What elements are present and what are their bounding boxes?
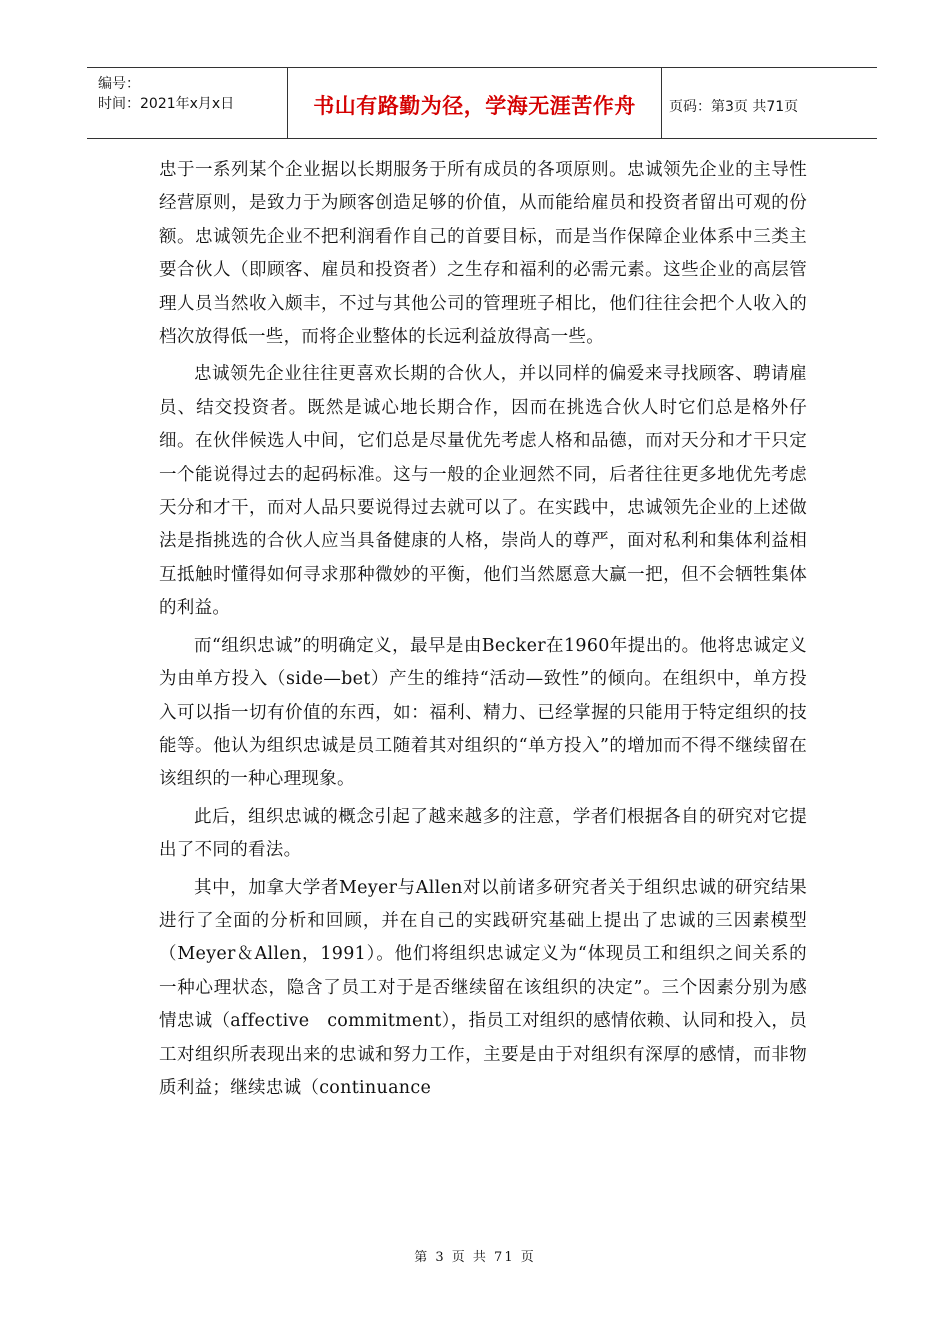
header-motto: 书山有路勤为径，学海无涯苦作舟 <box>288 68 662 138</box>
paragraph-1: 忠于一系列某个企业据以长期服务于所有成员的各项原则。忠诚领先企业的主导性经营原则，是致力于为顾客创造足够的价值，从而能给雇员和投资者留出可观的份额。忠诚领先企业不把利润看作自己的首要目标，而是当作保障企业体系中三类主要合伙人（即顾客、雇员和投资者）之生存和福利的必需元素。这些企业的高层管理人员当然收入颇丰，不过与其他公司的管理班子相比，他们往往会把个人收入的档次放得低一些，而将企业整体的长远利益放得高一些。 <box>159 160 807 348</box>
paragraph-5: 其中，加拿大学者Meyer与Allen对以前诸多研究者关于组织忠诚的研究结果进行了全面的分析和回顾，并在自己的实践研究基础上提出了忠诚的三因素模型（Meyer＆Allen，1991）。他们将组织忠诚定义为“体现员工和组织之间关系的一种心理状态，隐含了员工对于是否继续留在该组织的决定”。三个因素分别为感情忠诚（affective commitment），指员工对组织的感情依赖、认同和投入，员工对组织所表现出来的忠诚和努力工作，主要是由于对组织有深厚的感情，而非物质利益；继续忠诚（continuance <box>159 877 807 1098</box>
header-meta <box>87 68 288 138</box>
document-body <box>159 154 807 1109</box>
page-header <box>87 67 877 139</box>
paragraph-4: 此后，组织忠诚的概念引起了越来越多的注意，学者们根据各自的研究对它提出了不同的看法。 <box>159 806 807 861</box>
page-footer: 第 3 页 共 71 页 <box>414 1250 536 1265</box>
paragraph-3: 而“组织忠诚”的明确定义，最早是由Becker在1960年提出的。他将忠诚定义为由单方投入（side—bet）产生的维持“活动—致性”的倾向。在组织中，单方投入可以指一切有价值的东西，如：福利、精力、已经掌握的只能用于特定组织的技能等。他认为组织忠诚是员工随着其对组织的“单方投入”的增加而不得不继续留在该组织的一种心理现象。 <box>159 635 807 790</box>
document-time-label: 时间：2021年x月x日 <box>98 96 235 112</box>
paragraph-2: 忠诚领先企业往往更喜欢长期的合伙人，并以同样的偏爱来寻找顾客、聘请雇员、结交投资者。既然是诚心地长期合作，因而在挑选合伙人时它们总是格外仔细。在伙伴候选人中间，它们总是尽量优先考虑人格和品德，而对天分和才干只定一个能说得过去的起码标准。这与一般的企业迥然不同，后者往往更多地优先考虑天分和才干，而对人品只要说得过去就可以了。在实践中，忠诚领先企业的上述做法是指挑选的合伙人应当具备健康的人格，崇尚人的尊严，面对私利和集体利益相互抵触时懂得如何寻求那种微妙的平衡，他们当然愿意大赢一把，但不会牺牲集体的利益。 <box>159 364 807 619</box>
document-number-label: 编号： <box>98 76 140 92</box>
header-page-number: 页码：第3页 共71页 <box>669 99 799 115</box>
